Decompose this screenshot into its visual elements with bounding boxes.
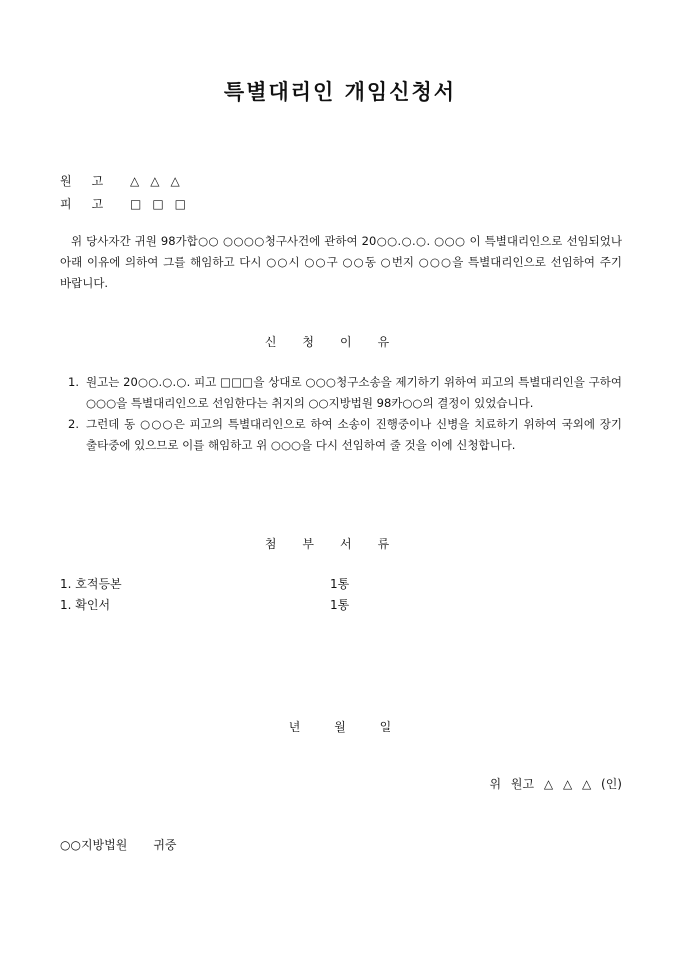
defendant-label: 피고 <box>60 197 124 211</box>
attachment-qty: 1통 <box>330 577 350 591</box>
reason-number: 1. <box>68 375 79 389</box>
attachment-item: 1. 확인서 <box>60 598 111 612</box>
court-addressee <box>60 836 177 853</box>
reason-text: 그런데 동 ○○○은 피고의 특별대리인으로 하여 소송이 진행중이나 신병을 치료하기 위하여 국외에 장기 출타중에 있으므로 이를 해임하고 위 ○○○을 다시 선임하여 줄 것을 이에 신청합니다. <box>86 417 622 452</box>
document-title: 특별대리인 개임신청서 <box>223 80 457 104</box>
reason-number: 2. <box>68 417 79 431</box>
defendant-name: □□□ <box>130 197 198 211</box>
attachment-row <box>60 575 349 592</box>
defendant-line <box>60 195 197 212</box>
attachment-item: 1. 호적등본 <box>60 577 122 591</box>
attachment-qty: 1통 <box>330 598 350 612</box>
attachment-row <box>60 596 349 613</box>
reasons-heading: 신청이유 <box>264 335 416 349</box>
signature-line: 위 원고 △ △ △ (인) <box>489 777 622 791</box>
request-body: 위 당사자간 귀원 98가합○○ ○○○○청구사건에 관하여 20○○.○.○. ○○○ 이 특별대리인으로 선임되었나 아래 이유에 의하여 그를 해임하고 다시 ○○시 ○○구 ○○동 ○번지 ○○○을 특별대리인으로 선임하여 주기 바랍니다. <box>60 234 622 290</box>
court-suffix: 귀중 <box>153 838 177 852</box>
reason-text: 원고는 20○○.○.○. 피고 □□□을 상대로 ○○○청구소송을 제기하기 위하여 피고의 특별대리인을 구하여 ○○○을 특별대리인으로 선임한다는 취지의 ○○지방법원 98카○○의 결정이 있었습니다. <box>86 375 622 410</box>
plaintiff-label: 원고 <box>60 174 124 188</box>
reasons-list <box>68 372 622 456</box>
reason-item <box>68 414 622 456</box>
plaintiff-line <box>60 172 191 189</box>
date-line: 년 월 일 <box>288 720 392 734</box>
attachments-heading: 첨부서류 <box>264 537 416 551</box>
reason-item <box>68 372 622 414</box>
plaintiff-name: △△△ <box>130 174 191 188</box>
court-name: ○○지방법원 <box>60 838 128 852</box>
